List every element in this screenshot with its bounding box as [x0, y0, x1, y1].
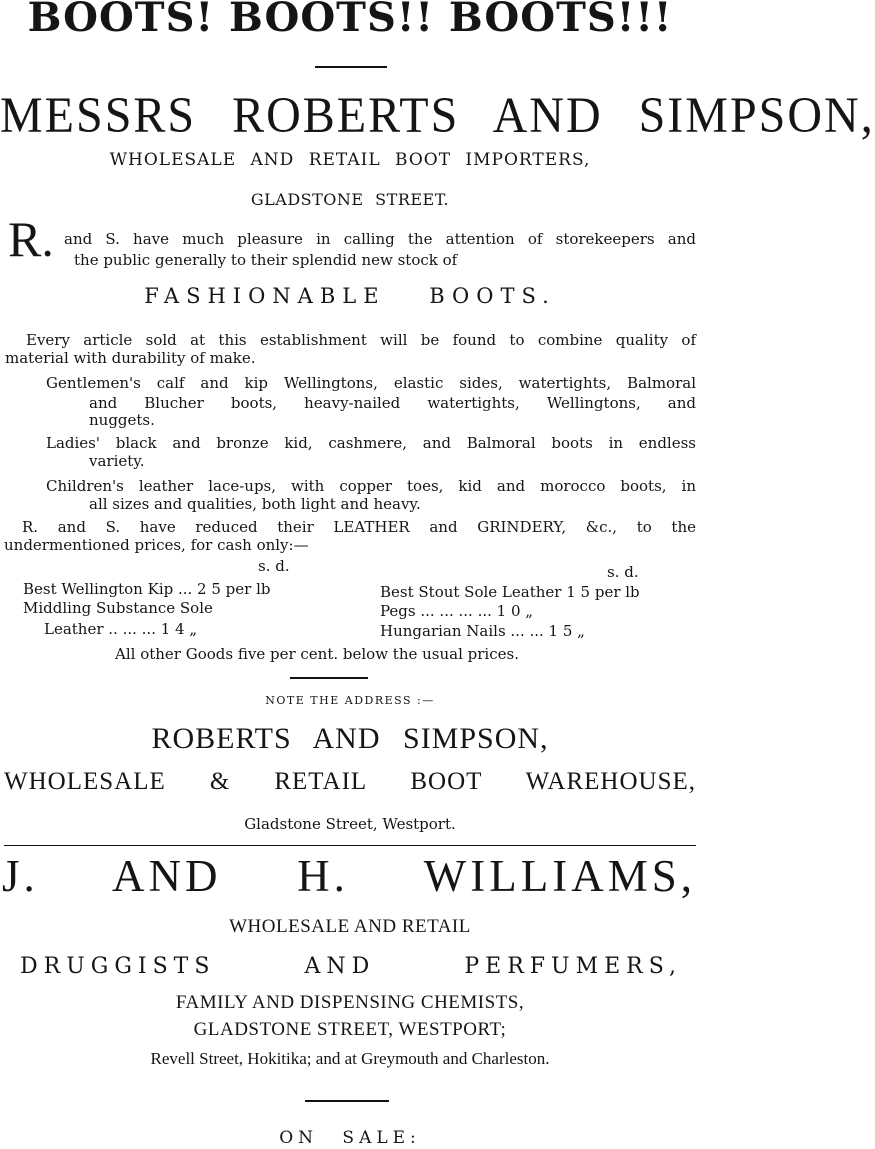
- divider-rule: [315, 66, 387, 68]
- price-col-header-left: s. d.: [258, 557, 290, 575]
- price-right-row-2: Pegs ... ... ... ... 1 0 „: [380, 602, 534, 620]
- druggists-line: DRUGGISTS AND PERFUMERS,: [20, 954, 682, 979]
- gents-line-2: and Blucher boots, heavy-nailed watertights, Wellingtons, and: [89, 394, 696, 412]
- firm-name-repeat: ROBERTS AND SIMPSON,: [151, 722, 549, 755]
- price-col-header-right: s. d.: [607, 563, 639, 581]
- wholesale-retail-line: WHOLESALE AND RETAIL: [229, 916, 471, 937]
- williams-firm-heading: J. AND H. WILLIAMS,: [2, 851, 696, 901]
- price-left-row-1: Best Wellington Kip ... 2 5 per lb: [23, 580, 271, 598]
- gents-line-1: Gentlemen's calf and kip Wellingtons, elastic sides, watertights, Balmoral: [46, 374, 696, 392]
- branches-line: Revell Street, Hokitika; and at Greymouth and Charleston.: [150, 1049, 550, 1068]
- street-line: GLADSTONE STREET.: [250, 190, 450, 209]
- price-right-row-1: Best Stout Sole Leather 1 5 per lb: [380, 583, 640, 601]
- intro-line-2: the public generally to their splendid new stock of: [74, 251, 458, 269]
- all-other-goods-line: All other Goods five per cent. below the usual prices.: [115, 645, 519, 663]
- drop-cap: R.: [8, 211, 54, 267]
- street-westport-line: GLADSTONE STREET, WESTPORT;: [193, 1019, 507, 1040]
- ladies-line-1: Ladies' black and bronze kid, cashmere, and Balmoral boots in endless: [46, 434, 696, 452]
- children-line-2: all sizes and qualities, both light and heavy.: [89, 495, 421, 513]
- children-line-1: Children's leather lace-ups, with copper toes, kid and morocco boots, in: [46, 477, 696, 495]
- price-left-row-3: Leather .. ... ... 1 4 „: [44, 620, 198, 638]
- reduced-line-1: R. and S. have reduced their LEATHER and GRINDERY, &c., to the: [22, 518, 696, 536]
- firm-name-heading: MESSRS ROBERTS AND SIMPSON,: [0, 87, 875, 144]
- reduced-line-2: undermentioned prices, for cash only:—: [4, 536, 309, 554]
- article-line-2: material with durability of make.: [5, 349, 256, 367]
- fashionable-boots-heading: FASHIONABLE BOOTS.: [144, 284, 556, 308]
- chemists-line: FAMILY AND DISPENSING CHEMISTS,: [175, 992, 525, 1013]
- boots-banner: BOOTS! BOOTS!! BOOTS!!!: [27, 0, 673, 41]
- price-right-row-3: Hungarian Nails ... ... 1 5 „: [380, 622, 585, 640]
- ladies-line-2: variety.: [89, 452, 145, 470]
- note-the-address: NOTE THE ADDRESS :—: [265, 694, 435, 707]
- address-line: Gladstone Street, Westport.: [244, 815, 456, 833]
- section-separator: [4, 845, 696, 846]
- trade-line: WHOLESALE AND RETAIL BOOT IMPORTERS,: [109, 150, 591, 170]
- divider-rule: [305, 1100, 389, 1102]
- price-left-row-2: Middling Substance Sole: [23, 599, 213, 617]
- warehouse-line: WHOLESALE & RETAIL BOOT WAREHOUSE,: [4, 768, 696, 795]
- intro-line-1: and S. have much pleasure in calling the attention of storekeepers and: [64, 230, 696, 248]
- article-line-1: Every article sold at this establishment will be found to combine quality of: [26, 331, 696, 349]
- divider-rule: [290, 677, 368, 679]
- on-sale-heading: ON SALE:: [279, 1128, 421, 1148]
- gents-line-3: nuggets.: [89, 411, 155, 429]
